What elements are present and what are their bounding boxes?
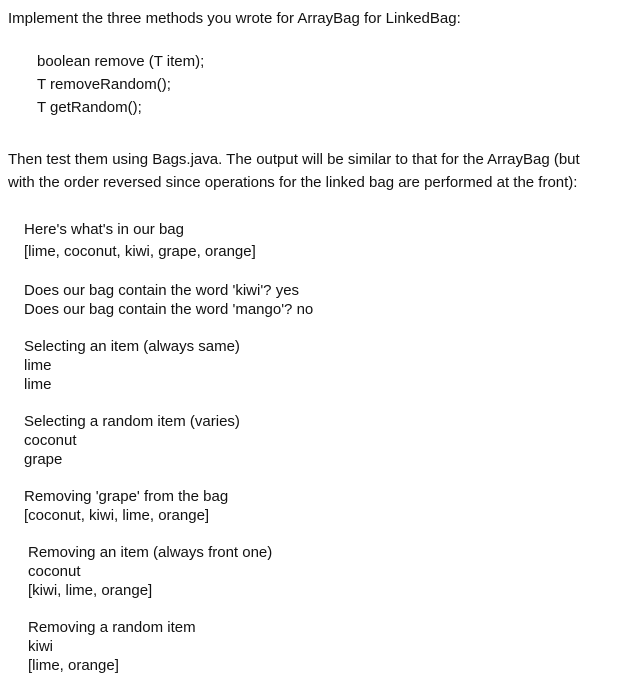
- contents-list: [lime, coconut, kiwi, grape, orange]: [24, 243, 256, 260]
- remove-grape-list: [coconut, kiwi, lime, orange]: [24, 507, 210, 524]
- select-result-2: lime: [24, 376, 52, 393]
- contains-kiwi-line: Does our bag contain the word 'kiwi'? yes: [24, 282, 300, 299]
- select-result-1: lime: [24, 357, 52, 374]
- test-paragraph-line-1: Then test them using Bags.java. The output will be similar to that for the ArrayBag (but: [8, 151, 580, 168]
- contents-heading: Here's what's in our bag: [24, 221, 184, 238]
- intro-text: Implement the three methods you wrote for ArrayBag for LinkedBag:: [8, 10, 461, 27]
- remove-front-result: coconut: [28, 563, 81, 580]
- select-heading: Selecting an item (always same): [24, 338, 240, 355]
- random-result-1: coconut: [24, 432, 77, 449]
- method-get-random: T getRandom();: [37, 99, 142, 116]
- remove-front-list: [kiwi, lime, orange]: [28, 582, 153, 599]
- remove-random-heading: Removing a random item: [28, 619, 196, 636]
- contains-mango-line: Does our bag contain the word 'mango'? no: [24, 301, 314, 318]
- remove-random-result: kiwi: [28, 638, 53, 655]
- remove-front-heading: Removing an item (always front one): [28, 544, 273, 561]
- test-paragraph-line-2: with the order reversed since operations for the linked bag are performed at the front):: [8, 174, 578, 191]
- random-result-2: grape: [24, 451, 63, 468]
- method-remove: boolean remove (T item);: [37, 53, 205, 70]
- remove-grape-heading: Removing 'grape' from the bag: [24, 488, 229, 505]
- remove-random-list: [lime, orange]: [28, 657, 119, 674]
- random-heading: Selecting a random item (varies): [24, 413, 240, 430]
- method-remove-random: T removeRandom();: [37, 76, 171, 93]
